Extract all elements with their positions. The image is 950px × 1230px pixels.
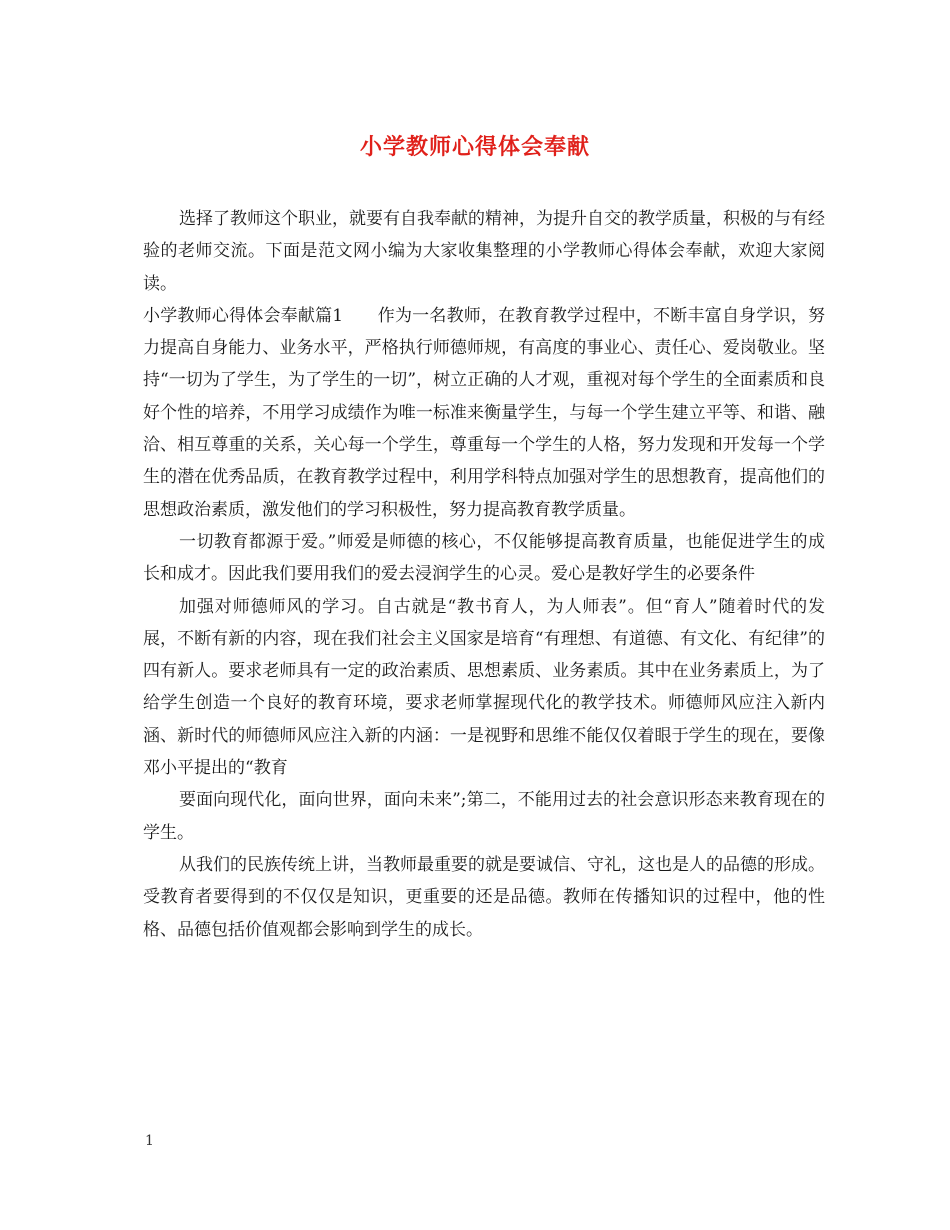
paragraph-modernization: 要面向现代化，面向世界，面向未来”;第二，不能用过去的社会意识形态来教育现在的学生。 — [143, 790, 825, 843]
paragraph-love: 一切教育都源于爱。”师爱是师德的核心，不仅能够提高教育质量，也能促进学生的成长和成才。因此我们要用我们的爱去浸润学生的心灵。爱心是教好学生的必要条件 — [143, 531, 825, 585]
page-number: 1 — [145, 1133, 154, 1149]
paragraph-intro: 选择了教师这个职业，就要有自我奉献的精神，为提升自交的教学质量，积极的与有经验的老师交流。下面是范文网小编为大家收集整理的小学教师心得体会奉献，欢迎大家阅读。 — [143, 209, 825, 294]
document-title: 小学教师心得体会奉献 — [359, 134, 590, 160]
paragraph-ethics: 加强对师德师风的学习。自古就是“教书育人，为人师表”。但“育人”随着时代的发展，不断有新的内容，现在我们社会主义国家是培育“有理想、有道德、有文化、有纪律”的四有新人。要求老师具有一定的政治素质、思想素质、业务素质。其中在业务素质上，为了给学生创造一个良好的教育环境，要求老师掌握现代化的教学技术。师德师风应注入新内涵、新时代的师德师风应注入新的内涵：一是视野和思维不能仅仅着眼于学生的现在，要像邓小平提出的“教育 — [143, 596, 825, 779]
paragraph-section-1: 小学教师心得体会奉献篇1 作为一名教师，在教育教学过程中，不断丰富自身学识，努力提高自身能力、业务水平，严格执行师德师规，有高度的事业心、责任心、爱岗敬业。坚持“一切为了学生，为了学生的一切”，树立正确的人才观，重视对每个学生的全面素质和良好个性的培养，不用学习成绩作为唯一标准来衡量学生，与每一个学生建立平等、和谐、融洽、相互尊重的关系，关心每一个学生，尊重每一个学生的人格，努力发现和开发每一个学生的潜在优秀品质，在教育教学过程中，利用学科特点加强对学生的思想教育，提高他们的思想政治素质，激发他们的学习积极性，努力提高教育教学质量。 — [143, 305, 825, 520]
document-body — [143, 203, 825, 946]
paragraph-tradition: 从我们的民族传统上讲，当教师最重要的就是要诚信、守礼，这也是人的品德的形成。受教育者要得到的不仅仅是知识，更重要的还是品德。教师在传播知识的过程中，他的性格、品德包括价值观都会影响到学生的成长。 — [143, 854, 825, 940]
